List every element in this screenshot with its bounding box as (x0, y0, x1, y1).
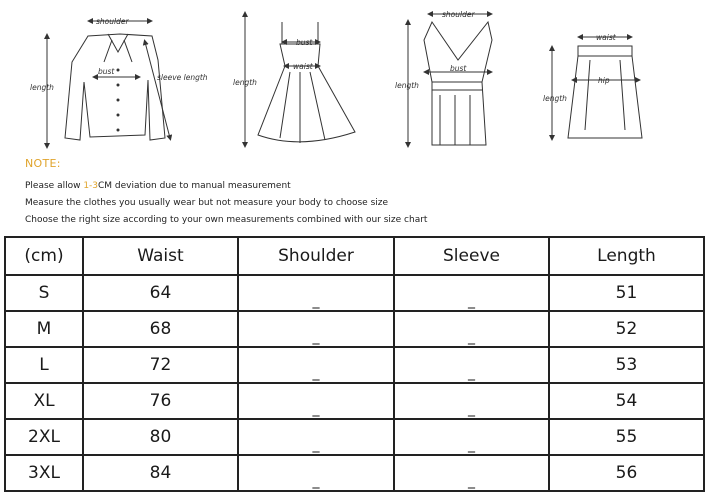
length-cell: 56 (549, 455, 704, 491)
sleeve-cell: _ (394, 347, 549, 383)
length-cell: 52 (549, 311, 704, 347)
table-row (5, 383, 704, 419)
table-row (5, 347, 704, 383)
shoulder-cell: _ (238, 383, 394, 419)
header-shoulder: Shoulder (238, 237, 394, 275)
note-line1-before: Please allow (25, 181, 84, 191)
shoulder-cell: _ (238, 347, 394, 383)
top-shoulder-label: shoulder (442, 10, 475, 19)
note-line-deviation (25, 178, 427, 195)
skirt-hip-label: hip (598, 76, 610, 85)
measurement-diagram (0, 0, 705, 232)
note-line1-after: CM deviation due to manual measurement (98, 181, 291, 191)
length-cell: 55 (549, 419, 704, 455)
header-unit: (cm) (5, 237, 83, 275)
size-cell: M (5, 311, 83, 347)
waist-cell: 72 (83, 347, 238, 383)
dress-waist-label: waist (293, 62, 313, 71)
sleeve-cell: _ (394, 275, 549, 311)
note-line-choose: Choose the right size according to your own measurements combined with our size chart (25, 215, 428, 225)
size-cell: XL (5, 383, 83, 419)
shoulder-cell: _ (238, 419, 394, 455)
note-line-measure: Measure the clothes you usually wear but not measure your body to choose size (25, 198, 389, 208)
sleeve-cell: _ (394, 383, 549, 419)
skirt-waist-label: waist (596, 33, 616, 42)
waist-cell: 84 (83, 455, 238, 491)
sleeve-cell: _ (394, 455, 549, 491)
size-cell: 2XL (5, 419, 83, 455)
sleeve-cell: _ (394, 311, 549, 347)
table-row (5, 275, 704, 311)
top-length-label: length (395, 81, 419, 90)
header-waist: Waist (83, 237, 238, 275)
length-cell: 51 (549, 275, 704, 311)
note-line1-highlight: 1-3 (83, 181, 99, 191)
table-row (5, 455, 704, 491)
table-row (5, 311, 704, 347)
dress-illustration (245, 14, 355, 145)
shirt-length-label: length (30, 83, 54, 92)
size-cell: 3XL (5, 455, 83, 491)
size-cell: L (5, 347, 83, 383)
garment-illustrations (0, 0, 705, 155)
shirt-sleeve-length-label: sleeve length (157, 73, 208, 82)
dress-length-label: length (233, 78, 257, 87)
note-title: NOTE: (25, 157, 61, 170)
skirt-length-label: length (543, 94, 567, 103)
shirt-shoulder-label: shoulder (96, 17, 129, 26)
table-row (5, 419, 704, 455)
size-chart-table (4, 236, 705, 492)
note-block (25, 157, 427, 229)
waist-cell: 64 (83, 275, 238, 311)
shirt-bust-label: bust (98, 67, 115, 76)
shoulder-cell: _ (238, 275, 394, 311)
shoulder-cell: _ (238, 311, 394, 347)
dress-bust-label: bust (296, 38, 313, 47)
sleeve-cell: _ (394, 419, 549, 455)
size-cell: S (5, 275, 83, 311)
table-header-row (5, 237, 704, 275)
length-cell: 53 (549, 347, 704, 383)
header-sleeve: Sleeve (394, 237, 549, 275)
waist-cell: 68 (83, 311, 238, 347)
top-illustration (408, 14, 492, 145)
header-length: Length (549, 237, 704, 275)
shirt-illustration (47, 21, 170, 146)
waist-cell: 76 (83, 383, 238, 419)
shoulder-cell: _ (238, 455, 394, 491)
length-cell: 54 (549, 383, 704, 419)
waist-cell: 80 (83, 419, 238, 455)
top-bust-label: bust (450, 64, 467, 73)
skirt-illustration (552, 37, 642, 138)
